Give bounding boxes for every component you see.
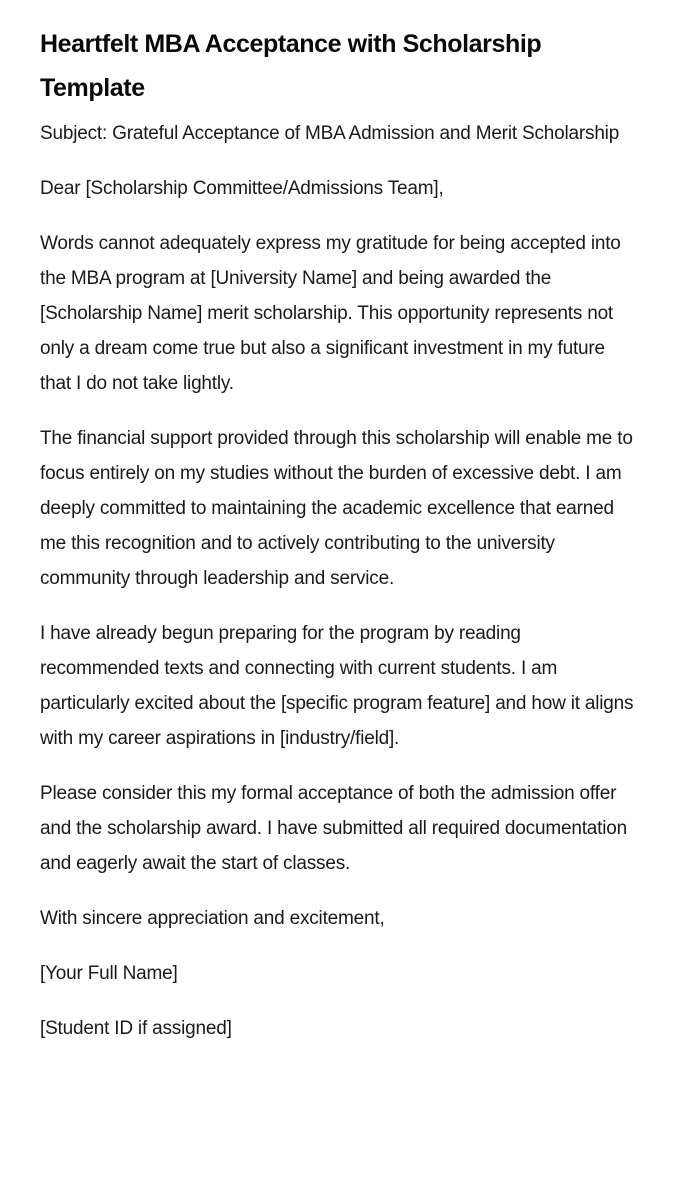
body-paragraph-1: Words cannot adequately express my gratitude for being accepted into the MBA program at [University Name] and being awarded the [Scholarship Name] merit scholarship. This opportunity represents not only a dream come true but also a significant investment in my future that I do not take lightly. [40,233,621,394]
body-paragraph-3: I have already begun preparing for the program by reading recommended texts and connecting with current students. I am particularly excited about the [specific program feature] and how it aligns with my career aspirations in [industry/field]. [40,623,634,749]
document-title: Heartfelt MBA Acceptance with Scholarship Template [40,30,542,102]
salutation: Dear [Scholarship Committee/Admissions Team], [40,178,444,199]
body-paragraph-2: The financial support provided through this scholarship will enable me to focus entirely on my studies without the burden of excessive debt. I am deeply committed to maintaining the academic excellence that earned me this recognition and to actively contributing to the university community through leadership and service. [40,428,633,589]
body-paragraph-4: Please consider this my formal acceptance of both the admission offer and the scholarship award. I have submitted all required documentation and eagerly await the start of classes. [40,783,627,874]
closing-line: With sincere appreciation and excitement, [40,908,385,929]
subject-line: Subject: Grateful Acceptance of MBA Admission and Merit Scholarship [40,123,620,144]
signature-student-id: [Student ID if assigned] [40,1018,232,1039]
signature-name: [Your Full Name] [40,963,178,984]
